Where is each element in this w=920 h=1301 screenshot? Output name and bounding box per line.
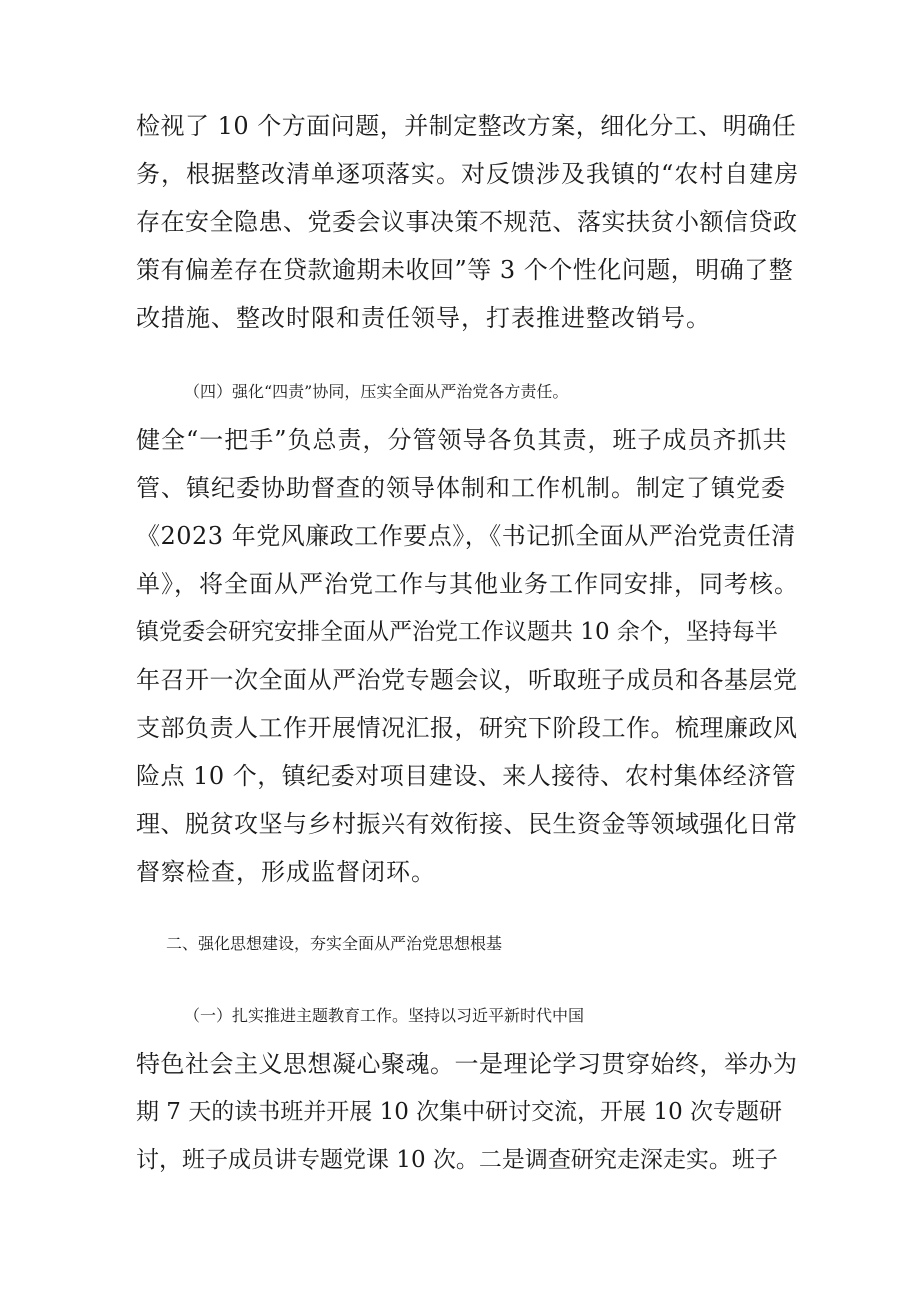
text-line: 务，根据整改清单逐项落实。对反馈涉及我镇的“农村自建房 xyxy=(136,160,800,188)
text-line: 策有偏差存在贷款逾期未收回”等 3 个个性化问题，明确了整 xyxy=(136,256,794,284)
text-line: 支部负责人工作开展情况汇报，研究下阶段工作。梳理廉政风 xyxy=(136,714,798,742)
text-line: 督察检查，形成监督闭环。 xyxy=(136,858,436,886)
section-heading: 二、强化思想建设，夯实全面从严治党思想根基 xyxy=(166,934,503,953)
text-line: 单》，将全面从严治党工作与其他业务工作同安排，同考核。 xyxy=(136,570,799,598)
text-line: 特色社会主义思想凝心聚魂。一是理论学习贯穿始终，举办为 xyxy=(136,1050,798,1078)
text-line: 理、脱贫攻坚与乡村振兴有效衔接、民生资金等领域强化日常 xyxy=(136,810,798,838)
text-line: 存在安全隐患、党委会议事决策不规范、落实扶贫小额信贷政 xyxy=(136,208,798,236)
text-line: 期 7 天的读书班并开展 10 次集中研讨交流，开展 10 次专题研 xyxy=(136,1099,783,1125)
text-line: 镇党委会研究安排全面从严治党工作议题共 10 余个，坚持每半 xyxy=(136,619,778,645)
paragraph-lead-line: （一）扎实推进主题教育工作。坚持以习近平新时代中国 xyxy=(184,1006,585,1025)
text-line: 讨，班子成员讲专题党课 10 次。二是调查研究走深走实。班子 xyxy=(136,1147,778,1173)
text-line: 险点 10 个，镇纪委对项目建设、来人接待、农村集体经济管 xyxy=(136,762,797,790)
text-line: 管、镇纪委协助督查的领导体制和工作机制。制定了镇党委 xyxy=(136,474,786,502)
paragraph-lead-line: （四）强化“四责”协同，压实全面从严治党各方责任。 xyxy=(184,382,569,401)
text-line: 改措施、整改时限和责任领导，打表推进整改销号。 xyxy=(136,304,711,332)
text-line: 年召开一次全面从严治党专题会议，听取班子成员和各基层党 xyxy=(136,666,798,694)
text-line: 检视了 10 个方面问题，并制定整改方案，细化分工、明确任 xyxy=(136,112,797,140)
text-line: 《2023 年党风廉政工作要点》，《书记抓全面从严治党责任清 xyxy=(136,522,796,550)
text-line: 健全“一把手”负总责，分管领导各负其责，班子成员齐抓共 xyxy=(136,426,788,454)
